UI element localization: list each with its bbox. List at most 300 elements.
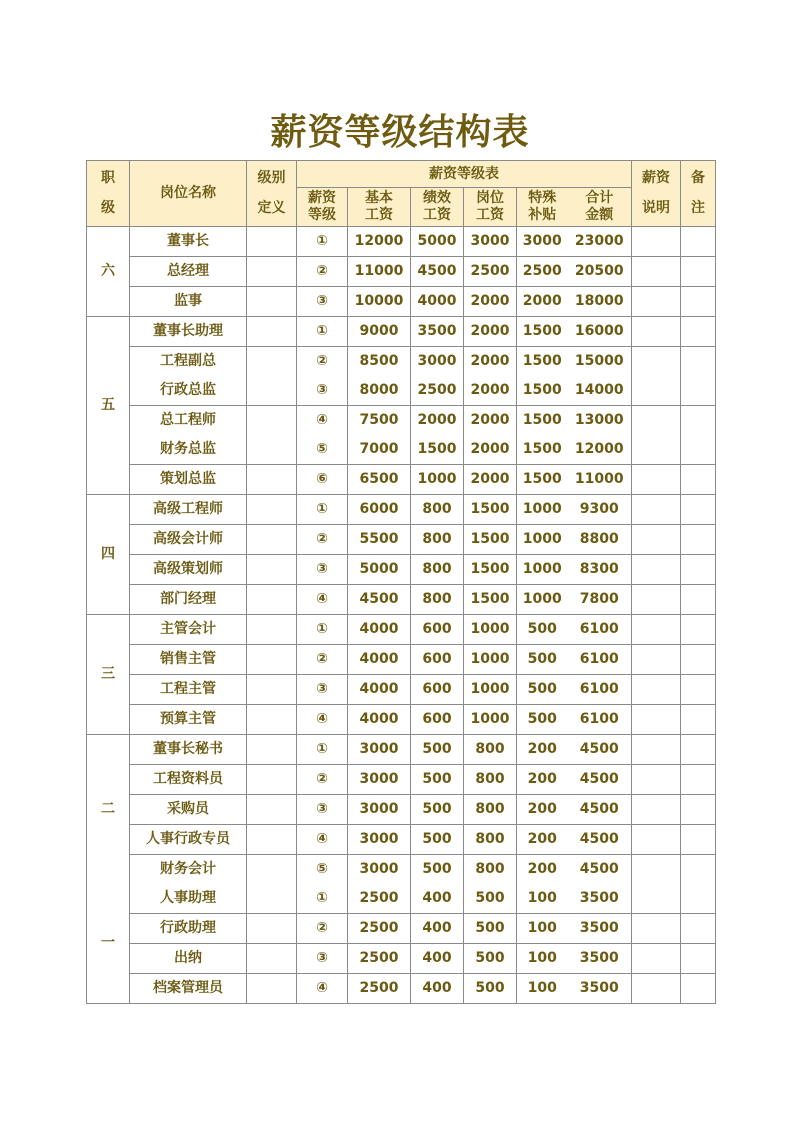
remark-cell: [681, 555, 716, 585]
special-allowance-cell: 500: [517, 705, 568, 735]
position-name-cell: 工程资料员: [130, 765, 247, 795]
position-name-cell: 高级会计师: [130, 525, 247, 555]
salary-level-cell: ②: [297, 645, 348, 675]
post-salary-cell: 2000: [464, 376, 517, 406]
position-name-cell: 工程主管: [130, 675, 247, 705]
table-row: [87, 376, 716, 406]
total-amount-cell: 8300: [568, 555, 632, 585]
salary-note-cell: [632, 825, 681, 855]
header-special-allowance-line1: 特殊: [528, 190, 557, 206]
post-salary-cell: 2000: [464, 435, 517, 465]
remark-cell: [681, 615, 716, 645]
salary-level-cell: ①: [297, 317, 348, 347]
special-allowance-cell: 500: [517, 615, 568, 645]
table-row: [87, 257, 716, 287]
base-salary-cell: 8000: [348, 376, 411, 406]
base-salary-cell: 3000: [348, 795, 411, 825]
level-definition-cell: [247, 287, 297, 317]
level-definition-cell: [247, 645, 297, 675]
performance-salary-cell: 4500: [411, 257, 464, 287]
remark-cell: [681, 645, 716, 675]
salary-level-cell: ③: [297, 795, 348, 825]
remark-cell: [681, 974, 716, 1004]
post-salary-cell: 2000: [464, 406, 517, 436]
header-salary-level-line1: 薪资: [308, 190, 336, 206]
level-definition-cell: [247, 317, 297, 347]
salary-level-cell: ⑥: [297, 465, 348, 495]
salary-level-cell: ③: [297, 555, 348, 585]
salary-level-cell: ④: [297, 585, 348, 615]
table-row: [87, 317, 716, 347]
salary-level-cell: ①: [297, 735, 348, 765]
remark-cell: [681, 495, 716, 525]
base-salary-cell: 4000: [348, 645, 411, 675]
remark-cell: [681, 465, 716, 495]
page-title: 薪资等级结构表: [270, 112, 530, 153]
special-allowance-cell: 100: [517, 884, 568, 914]
post-salary-cell: 800: [464, 825, 517, 855]
table-row: [87, 495, 716, 525]
special-allowance-cell: 100: [517, 944, 568, 974]
performance-salary-cell: 400: [411, 974, 464, 1004]
table-row: [87, 465, 716, 495]
position-name-cell: 高级策划师: [130, 555, 247, 585]
salary-note-cell: [632, 347, 681, 377]
post-salary-cell: 2000: [464, 465, 517, 495]
base-salary-cell: 10000: [348, 287, 411, 317]
base-salary-cell: 4000: [348, 675, 411, 705]
level-definition-cell: [247, 914, 297, 944]
header-position: 岗位名称: [130, 161, 247, 227]
remark-cell: [681, 914, 716, 944]
post-salary-cell: 500: [464, 914, 517, 944]
special-allowance-cell: 100: [517, 914, 568, 944]
performance-salary-cell: 5000: [411, 227, 464, 257]
total-amount-cell: 20500: [568, 257, 632, 287]
position-name-cell: 行政助理: [130, 914, 247, 944]
salary-note-cell: [632, 435, 681, 465]
post-salary-cell: 1000: [464, 645, 517, 675]
position-name-cell: 总经理: [130, 257, 247, 287]
post-salary-cell: 1500: [464, 495, 517, 525]
header-special-allowance: [517, 188, 568, 227]
table-row: [87, 795, 716, 825]
table-row: [87, 675, 716, 705]
table-row: [87, 735, 716, 765]
total-amount-cell: 3500: [568, 884, 632, 914]
level-definition-cell: [247, 884, 297, 914]
special-allowance-cell: 2000: [517, 287, 568, 317]
header-performance-salary-line1: 绩效: [423, 190, 451, 206]
salary-note-cell: [632, 465, 681, 495]
header-performance-salary-line2: 工资: [423, 207, 451, 223]
base-salary-cell: 2500: [348, 884, 411, 914]
grade-cell: 四: [87, 495, 130, 615]
total-amount-cell: 13000: [568, 406, 632, 436]
special-allowance-cell: 1000: [517, 525, 568, 555]
grade-cell: 五: [87, 317, 130, 495]
salary-level-cell: ①: [297, 495, 348, 525]
performance-salary-cell: 1000: [411, 465, 464, 495]
salary-note-cell: [632, 765, 681, 795]
performance-salary-cell: 500: [411, 795, 464, 825]
salary-note-cell: [632, 376, 681, 406]
remark-cell: [681, 795, 716, 825]
performance-salary-cell: 800: [411, 525, 464, 555]
level-definition-cell: [247, 555, 297, 585]
post-salary-cell: 1000: [464, 615, 517, 645]
header-level-def-line1: 级别: [257, 170, 286, 186]
base-salary-cell: 4000: [348, 615, 411, 645]
performance-salary-cell: 500: [411, 735, 464, 765]
salary-note-cell: [632, 287, 681, 317]
salary-level-cell: ①: [297, 615, 348, 645]
base-salary-cell: 3000: [348, 825, 411, 855]
table-row: [87, 645, 716, 675]
header-level-definition: [247, 161, 297, 227]
salary-level-cell: ④: [297, 825, 348, 855]
table-row: [87, 227, 716, 257]
header-salary-note: [632, 161, 681, 227]
level-definition-cell: [247, 347, 297, 377]
special-allowance-cell: 500: [517, 645, 568, 675]
salary-note-cell: [632, 855, 681, 885]
remark-cell: [681, 525, 716, 555]
header-post-salary: [464, 188, 517, 227]
header-salary-level-line2: 等级: [308, 207, 336, 223]
grade-cell: 六: [87, 227, 130, 317]
table-row: [87, 585, 716, 615]
performance-salary-cell: 600: [411, 645, 464, 675]
performance-salary-cell: 2000: [411, 406, 464, 436]
remark-cell: [681, 435, 716, 465]
total-amount-cell: 15000: [568, 347, 632, 377]
remark-cell: [681, 765, 716, 795]
salary-note-cell: [632, 257, 681, 287]
performance-salary-cell: 600: [411, 675, 464, 705]
table-row: [87, 287, 716, 317]
base-salary-cell: 2500: [348, 974, 411, 1004]
remark-cell: [681, 585, 716, 615]
special-allowance-cell: 100: [517, 974, 568, 1004]
base-salary-cell: 7500: [348, 406, 411, 436]
table-row: [87, 406, 716, 436]
remark-cell: [681, 406, 716, 436]
total-amount-cell: 6100: [568, 705, 632, 735]
total-amount-cell: 7800: [568, 585, 632, 615]
base-salary-cell: 5000: [348, 555, 411, 585]
position-name-cell: 财务会计: [130, 855, 247, 885]
level-definition-cell: [247, 525, 297, 555]
post-salary-cell: 2000: [464, 317, 517, 347]
remark-cell: [681, 825, 716, 855]
performance-salary-cell: 1500: [411, 435, 464, 465]
salary-note-cell: [632, 705, 681, 735]
header-total-amount-line1: 合计: [585, 190, 614, 206]
header-salary-note-line1: 薪资: [642, 170, 671, 186]
grade-cell: 二: [87, 735, 130, 885]
level-definition-cell: [247, 585, 297, 615]
header-total-amount: [568, 188, 632, 227]
performance-salary-cell: 3000: [411, 347, 464, 377]
total-amount-cell: 11000: [568, 465, 632, 495]
post-salary-cell: 2000: [464, 287, 517, 317]
salary-level-cell: ②: [297, 347, 348, 377]
post-salary-cell: 1000: [464, 675, 517, 705]
position-name-cell: 档案管理员: [130, 974, 247, 1004]
performance-salary-cell: 2500: [411, 376, 464, 406]
performance-salary-cell: 400: [411, 884, 464, 914]
header-level-def-line2: 定义: [257, 200, 286, 216]
total-amount-cell: 4500: [568, 765, 632, 795]
salary-note-cell: [632, 675, 681, 705]
position-name-cell: 总工程师: [130, 406, 247, 436]
position-name-cell: 预算主管: [130, 705, 247, 735]
level-definition-cell: [247, 855, 297, 885]
salary-level-cell: ③: [297, 376, 348, 406]
position-name-cell: 董事长助理: [130, 317, 247, 347]
total-amount-cell: 4500: [568, 855, 632, 885]
base-salary-cell: 2500: [348, 914, 411, 944]
grade-cell: 三: [87, 615, 130, 735]
post-salary-cell: 800: [464, 765, 517, 795]
header-special-allowance-line2: 补贴: [528, 207, 557, 223]
level-definition-cell: [247, 795, 297, 825]
base-salary-cell: 12000: [348, 227, 411, 257]
post-salary-cell: 1500: [464, 585, 517, 615]
header-grade-line2: 级: [101, 200, 115, 216]
salary-level-cell: ②: [297, 525, 348, 555]
header-base-salary-line2: 工资: [365, 207, 393, 223]
base-salary-cell: 8500: [348, 347, 411, 377]
salary-level-cell: ②: [297, 257, 348, 287]
performance-salary-cell: 400: [411, 944, 464, 974]
special-allowance-cell: 1500: [517, 435, 568, 465]
header-post-salary-line1: 岗位: [476, 190, 504, 206]
remark-cell: [681, 227, 716, 257]
position-name-cell: 工程副总: [130, 347, 247, 377]
remark-cell: [681, 884, 716, 914]
salary-level-cell: ③: [297, 675, 348, 705]
header-grade-line1: 职: [101, 170, 115, 186]
special-allowance-cell: 1500: [517, 376, 568, 406]
level-definition-cell: [247, 495, 297, 525]
level-definition-cell: [247, 615, 297, 645]
salary-note-cell: [632, 227, 681, 257]
post-salary-cell: 2000: [464, 347, 517, 377]
performance-salary-cell: 800: [411, 555, 464, 585]
post-salary-cell: 1000: [464, 705, 517, 735]
table-row: [87, 555, 716, 585]
total-amount-cell: 3500: [568, 914, 632, 944]
base-salary-cell: 6500: [348, 465, 411, 495]
total-amount-cell: 4500: [568, 795, 632, 825]
position-name-cell: 人事行政专员: [130, 825, 247, 855]
table-row: [87, 855, 716, 885]
base-salary-cell: 3000: [348, 735, 411, 765]
salary-note-cell: [632, 525, 681, 555]
level-definition-cell: [247, 257, 297, 287]
header-salary-level: [297, 188, 348, 227]
special-allowance-cell: 1000: [517, 585, 568, 615]
salary-note-cell: [632, 944, 681, 974]
remark-cell: [681, 317, 716, 347]
post-salary-cell: 1500: [464, 525, 517, 555]
salary-note-cell: [632, 406, 681, 436]
post-salary-cell: 3000: [464, 227, 517, 257]
special-allowance-cell: 1500: [517, 317, 568, 347]
remark-cell: [681, 735, 716, 765]
base-salary-cell: 3000: [348, 855, 411, 885]
salary-level-cell: ④: [297, 406, 348, 436]
salary-note-cell: [632, 615, 681, 645]
header-salary-table: 薪资等级表: [297, 161, 632, 188]
post-salary-cell: 1500: [464, 555, 517, 585]
post-salary-cell: 800: [464, 855, 517, 885]
post-salary-cell: 500: [464, 884, 517, 914]
total-amount-cell: 6100: [568, 615, 632, 645]
table-row: [87, 765, 716, 795]
post-salary-cell: 2500: [464, 257, 517, 287]
special-allowance-cell: 500: [517, 675, 568, 705]
position-name-cell: 董事长秘书: [130, 735, 247, 765]
salary-note-cell: [632, 974, 681, 1004]
header-grade: [87, 161, 130, 227]
total-amount-cell: 14000: [568, 376, 632, 406]
performance-salary-cell: 600: [411, 705, 464, 735]
table-row: [87, 944, 716, 974]
level-definition-cell: [247, 227, 297, 257]
position-name-cell: 策划总监: [130, 465, 247, 495]
total-amount-cell: 8800: [568, 525, 632, 555]
table-row: [87, 615, 716, 645]
performance-salary-cell: 500: [411, 765, 464, 795]
remark-cell: [681, 257, 716, 287]
salary-level-cell: ⑤: [297, 855, 348, 885]
level-definition-cell: [247, 406, 297, 436]
header-remark-line2: 注: [691, 200, 706, 216]
header-remark: [681, 161, 716, 227]
performance-salary-cell: 400: [411, 914, 464, 944]
header-performance-salary: [411, 188, 464, 227]
level-definition-cell: [247, 376, 297, 406]
salary-level-cell: ②: [297, 765, 348, 795]
special-allowance-cell: 1000: [517, 555, 568, 585]
post-salary-cell: 500: [464, 974, 517, 1004]
level-definition-cell: [247, 944, 297, 974]
grade-cell: 一: [87, 884, 130, 1004]
special-allowance-cell: 200: [517, 765, 568, 795]
table-row: [87, 435, 716, 465]
performance-salary-cell: 500: [411, 825, 464, 855]
level-definition-cell: [247, 705, 297, 735]
salary-level-cell: ①: [297, 227, 348, 257]
salary-note-cell: [632, 884, 681, 914]
salary-note-cell: [632, 645, 681, 675]
remark-cell: [681, 675, 716, 705]
special-allowance-cell: 1500: [517, 406, 568, 436]
total-amount-cell: 12000: [568, 435, 632, 465]
position-name-cell: 采购员: [130, 795, 247, 825]
base-salary-cell: 4500: [348, 585, 411, 615]
salary-note-cell: [632, 495, 681, 525]
special-allowance-cell: 1500: [517, 347, 568, 377]
base-salary-cell: 2500: [348, 944, 411, 974]
level-definition-cell: [247, 435, 297, 465]
performance-salary-cell: 4000: [411, 287, 464, 317]
salary-level-cell: ③: [297, 944, 348, 974]
performance-salary-cell: 500: [411, 855, 464, 885]
position-name-cell: 出纳: [130, 944, 247, 974]
position-name-cell: 人事助理: [130, 884, 247, 914]
salary-note-cell: [632, 795, 681, 825]
header-post-salary-line2: 工资: [476, 207, 504, 223]
level-definition-cell: [247, 974, 297, 1004]
header-total-amount-line2: 金额: [585, 207, 614, 223]
total-amount-cell: 4500: [568, 735, 632, 765]
base-salary-cell: 3000: [348, 765, 411, 795]
post-salary-cell: 800: [464, 795, 517, 825]
base-salary-cell: 6000: [348, 495, 411, 525]
position-name-cell: 高级工程师: [130, 495, 247, 525]
post-salary-cell: 500: [464, 944, 517, 974]
total-amount-cell: 6100: [568, 675, 632, 705]
position-name-cell: 主管会计: [130, 615, 247, 645]
salary-note-cell: [632, 585, 681, 615]
table-row: [87, 884, 716, 914]
remark-cell: [681, 855, 716, 885]
level-definition-cell: [247, 765, 297, 795]
salary-note-cell: [632, 914, 681, 944]
remark-cell: [681, 376, 716, 406]
post-salary-cell: 800: [464, 735, 517, 765]
salary-note-cell: [632, 555, 681, 585]
header-remark-line1: 备: [691, 170, 706, 186]
special-allowance-cell: 2500: [517, 257, 568, 287]
performance-salary-cell: 800: [411, 495, 464, 525]
remark-cell: [681, 705, 716, 735]
table-row: [87, 974, 716, 1004]
position-name-cell: 部门经理: [130, 585, 247, 615]
total-amount-cell: 3500: [568, 944, 632, 974]
salary-level-cell: ④: [297, 705, 348, 735]
header-base-salary: [348, 188, 411, 227]
table-row: [87, 914, 716, 944]
performance-salary-cell: 3500: [411, 317, 464, 347]
position-name-cell: 财务总监: [130, 435, 247, 465]
base-salary-cell: 11000: [348, 257, 411, 287]
position-name-cell: 行政总监: [130, 376, 247, 406]
base-salary-cell: 5500: [348, 525, 411, 555]
table-row: [87, 347, 716, 377]
salary-note-cell: [632, 317, 681, 347]
performance-salary-cell: 800: [411, 585, 464, 615]
header-base-salary-line1: 基本: [365, 190, 393, 206]
special-allowance-cell: 200: [517, 825, 568, 855]
total-amount-cell: 4500: [568, 825, 632, 855]
performance-salary-cell: 600: [411, 615, 464, 645]
position-name-cell: 董事长: [130, 227, 247, 257]
total-amount-cell: 3500: [568, 974, 632, 1004]
salary-level-cell: ①: [297, 884, 348, 914]
remark-cell: [681, 287, 716, 317]
total-amount-cell: 9300: [568, 495, 632, 525]
table-row: [87, 825, 716, 855]
salary-note-cell: [632, 735, 681, 765]
total-amount-cell: 16000: [568, 317, 632, 347]
total-amount-cell: 23000: [568, 227, 632, 257]
remark-cell: [681, 347, 716, 377]
